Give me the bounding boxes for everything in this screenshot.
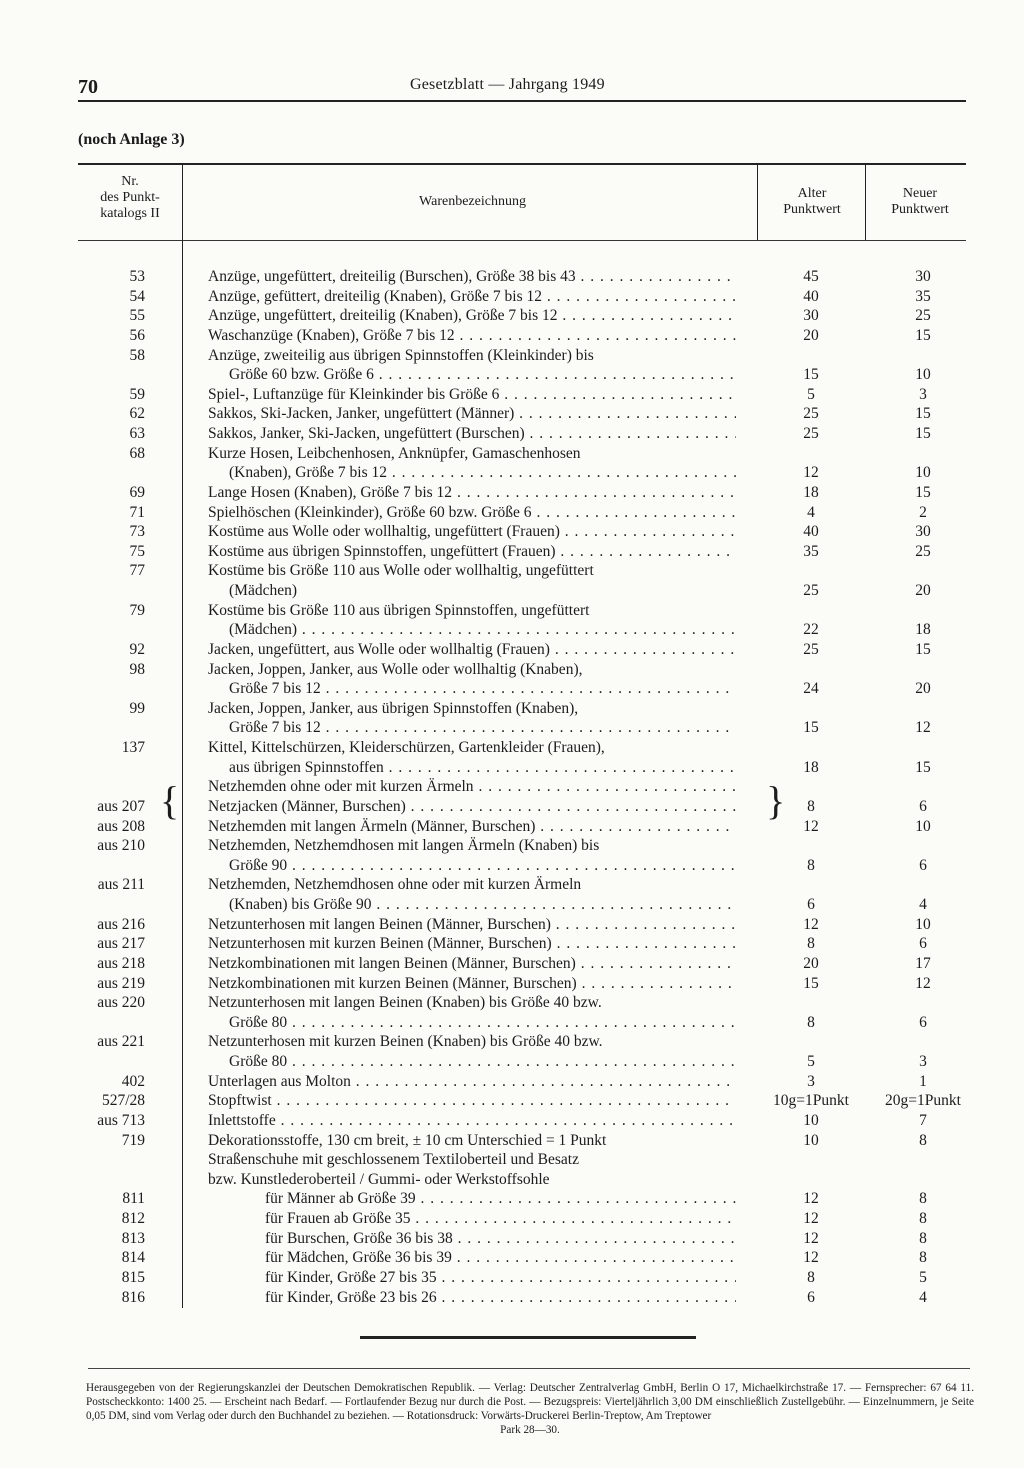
item-description: Netzjacken (Männer, Burschen) . . .: [208, 797, 736, 817]
item-number: 58: [129, 346, 145, 364]
item-description: Größe 80 . . .: [229, 1052, 736, 1072]
old-point-value: 40: [803, 523, 819, 541]
old-point-value: 24: [803, 680, 819, 698]
new-point-value: 3: [919, 385, 927, 403]
old-point-value: 12: [803, 915, 819, 933]
old-point-value: 22: [803, 621, 819, 639]
old-point-value: 6: [807, 1288, 815, 1306]
item-number: 137: [121, 739, 145, 756]
new-point-value: 4: [919, 896, 927, 913]
item-description: (Knaben), Größe 7 bis 12 . . .: [229, 463, 736, 483]
right-brace: }: [766, 778, 786, 823]
old-point-value: 10: [803, 1131, 819, 1149]
item-number: 77: [129, 562, 145, 580]
table-line: [0, 1248, 1024, 1268]
table-line: [0, 856, 1024, 876]
item-number: 813: [121, 1229, 145, 1247]
new-point-value: 18: [915, 621, 931, 639]
table-line: [0, 620, 1024, 640]
item-description: Dekorationsstoffe, 130 cm breit, ± 10 cm Unterschied = 1 Punkt: [208, 1131, 607, 1149]
table-body: [0, 267, 1024, 1307]
item-description: Kostüme bis Größe 110 aus Wolle oder wollhaltig, ungefüttert: [208, 562, 594, 580]
column-divider-3: [865, 163, 866, 240]
item-description: Anzüge, ungefüttert, dreiteilig (Burschen), Größe 38 bis 43 . . .: [208, 267, 736, 287]
item-number: aus 220: [97, 994, 145, 1012]
table-top-rule: [78, 163, 966, 165]
table-line: [0, 1150, 1024, 1170]
old-point-value: 10g=1Punkt: [773, 1092, 849, 1110]
table-line: [0, 817, 1024, 837]
table-line: [0, 993, 1024, 1013]
table-line: [0, 503, 1024, 523]
item-number: 402: [121, 1072, 145, 1090]
item-number: aus 713: [97, 1111, 145, 1129]
column-divider-2: [757, 163, 758, 240]
item-number: 75: [129, 542, 145, 560]
new-point-value: 25: [915, 307, 931, 325]
table-line: [0, 679, 1024, 699]
table-line: [0, 287, 1024, 307]
old-point-value: 12: [803, 464, 819, 482]
new-point-value: 8: [919, 1210, 927, 1227]
table-line: [0, 1229, 1024, 1249]
new-point-value: 25: [915, 542, 931, 560]
item-description: Spiel-, Luftanzüge für Kleinkinder bis Größe 6 . . .: [208, 385, 736, 405]
item-number: aus 208: [97, 817, 145, 835]
old-point-value: 12: [803, 1229, 819, 1247]
old-point-value: 25: [803, 405, 819, 423]
table-line: [0, 777, 1024, 797]
item-description: Unterlagen aus Molton . . .: [208, 1072, 736, 1092]
old-point-value: 12: [803, 1249, 819, 1267]
new-point-value: 8: [919, 1190, 927, 1208]
table-line: [0, 463, 1024, 483]
old-point-value: 15: [803, 719, 819, 737]
item-number: 73: [129, 523, 145, 541]
item-number: aus 211: [97, 876, 145, 894]
imprint-text: Herausgegeben von der Regierungskanzlei der Deutschen Demokratischen Republik. — Verlag: Deutscher Zentralverlag GmbH, Berlin O 17, Michaelkirchstraße 17. — Fernsprecher: 67 64 11. Postscheckkonto: 1400 25. — Erscheint nach Bedarf. — Fortlaufender Bezug nur durch die Post. — Bezugspreis: Vierteljährlich 3,00 DM einschließlich Zustellgebühr. — Einzelnummern, je Seite 0,05 DM, sind vom Verlag oder durch den Buchhandel zu beziehen. — Rotationsdruck: Vorwärts-Druckerei Berlin-Treptow, Am Treptower: [86, 1382, 974, 1422]
item-number: 55: [129, 307, 145, 325]
imprint: [86, 1381, 974, 1437]
item-description: für Männer ab Größe 39 . . .: [265, 1189, 736, 1209]
table-line: [0, 718, 1024, 738]
old-point-value: 12: [803, 1210, 819, 1227]
new-point-value: 15: [915, 425, 931, 442]
table-line: [0, 326, 1024, 346]
table-line: [0, 444, 1024, 464]
new-point-value: 2: [919, 503, 927, 521]
item-number: 62: [129, 405, 145, 423]
table-line: [0, 1091, 1024, 1111]
table-line: [0, 365, 1024, 385]
item-number: 59: [129, 385, 145, 403]
item-number: 53: [129, 268, 145, 285]
item-number: aus 210: [97, 837, 145, 855]
item-description: Größe 90 . . .: [229, 856, 736, 876]
item-description: Größe 80 . . .: [229, 1013, 736, 1033]
item-description: Netzhemden mit langen Ärmeln (Männer, Burschen) . . .: [208, 817, 736, 837]
item-description: Größe 7 bis 12 . . .: [229, 679, 736, 699]
item-number: 719: [121, 1131, 145, 1149]
new-point-value: 6: [919, 797, 927, 815]
old-point-value: 3: [807, 1072, 815, 1090]
item-description: für Kinder, Größe 27 bis 35 . . .: [265, 1268, 736, 1288]
item-description: Spielhöschen (Kleinkinder), Größe 60 bzw. Größe 6 . . .: [208, 503, 736, 523]
new-point-value: 6: [919, 935, 927, 953]
table-line: [0, 699, 1024, 719]
item-description: Anzüge, gefüttert, dreiteilig (Knaben), Größe 7 bis 12 . . .: [208, 287, 736, 307]
column-header-warenbezeichnung: Warenbezeichnung: [419, 194, 526, 209]
item-number: 56: [129, 326, 145, 344]
item-description: (Mädchen): [229, 582, 297, 599]
table-line: [0, 797, 1024, 817]
new-point-value: 3: [919, 1053, 927, 1070]
new-point-value: 12: [915, 719, 931, 737]
old-point-value: 12: [803, 1190, 819, 1208]
item-description: Kostüme aus übrigen Spinnstoffen, ungefüttert (Frauen) . . .: [208, 542, 736, 562]
table-line: [0, 640, 1024, 660]
new-point-value: 20: [915, 582, 931, 599]
new-point-value: 35: [915, 287, 931, 305]
table-line: [0, 954, 1024, 974]
new-point-value: 15: [915, 326, 931, 344]
old-point-value: 6: [807, 896, 815, 913]
item-description: (Mädchen) . . .: [229, 620, 736, 640]
item-description: Netzhemden ohne oder mit kurzen Ärmeln . . .: [208, 777, 736, 797]
old-point-value: 5: [807, 385, 815, 403]
table-line: [0, 522, 1024, 542]
item-description: (Knaben) bis Größe 90 . . .: [229, 895, 736, 915]
old-point-value: 35: [803, 542, 819, 560]
new-point-value: 6: [919, 1013, 927, 1031]
old-point-value: 45: [803, 268, 819, 285]
new-point-value: 6: [919, 856, 927, 874]
item-number: 812: [121, 1210, 145, 1227]
item-description: Größe 7 bis 12 . . .: [229, 718, 736, 738]
item-number: 816: [121, 1288, 145, 1306]
old-point-value: 8: [807, 797, 815, 815]
item-description: Größe 60 bzw. Größe 6 . . .: [229, 365, 736, 385]
item-description: Jacken, Joppen, Janker, aus übrigen Spinnstoffen (Knaben),: [208, 699, 579, 717]
item-number: 814: [121, 1249, 145, 1267]
table-line: [0, 1072, 1024, 1092]
table-line: [0, 424, 1024, 444]
table-line: [0, 542, 1024, 562]
item-number: aus 207: [97, 797, 145, 815]
table-line: [0, 1013, 1024, 1033]
item-description: Lange Hosen (Knaben), Größe 7 bis 12 . . .: [208, 483, 736, 503]
new-point-value: 10: [915, 366, 931, 384]
item-description: Netzunterhosen mit langen Beinen (Männer, Burschen) . . .: [208, 915, 736, 935]
item-description: Kostüme bis Größe 110 aus übrigen Spinnstoffen, ungefüttert: [208, 601, 590, 619]
old-point-value: 25: [803, 425, 819, 442]
old-point-value: 18: [803, 483, 819, 501]
item-description: für Kinder, Größe 23 bis 26 . . .: [265, 1288, 736, 1308]
item-description: Kittel, Kittelschürzen, Kleiderschürzen, Gartenkleider (Frauen),: [208, 739, 605, 756]
old-point-value: 40: [803, 287, 819, 305]
table-header-bottom-rule: [78, 240, 966, 241]
table-line: [0, 660, 1024, 680]
left-brace: {: [160, 778, 180, 823]
item-number: 811: [122, 1190, 145, 1208]
table-line: [0, 561, 1024, 581]
item-description: für Burschen, Größe 36 bis 38 . . .: [265, 1229, 736, 1249]
table-line: [0, 601, 1024, 621]
table-line: [0, 915, 1024, 935]
item-number: 79: [129, 601, 145, 619]
table-line: [0, 1052, 1024, 1072]
item-description: Jacken, Joppen, Janker, aus Wolle oder wollhaltig (Knaben),: [208, 660, 583, 678]
table-line: [0, 895, 1024, 915]
item-description: Netzunterhosen mit langen Beinen (Knaben) bis Größe 40 bzw.: [208, 994, 602, 1012]
item-description: aus übrigen Spinnstoffen . . .: [229, 758, 736, 778]
new-point-value: 10: [915, 915, 931, 933]
new-point-value: 10: [915, 464, 931, 482]
table-line: [0, 1189, 1024, 1209]
new-point-value: 10: [915, 817, 931, 835]
old-point-value: 8: [807, 856, 815, 874]
imprint-last-line: Park 28—30.: [500, 1424, 560, 1436]
table-line: [0, 1288, 1024, 1308]
old-point-value: 25: [803, 582, 819, 599]
old-point-value: 8: [807, 1013, 815, 1031]
item-description: Netzhemden, Netzhemdhosen mit langen Ärmeln (Knaben) bis: [208, 837, 600, 855]
item-description: Kostüme aus Wolle oder wollhaltig, ungefüttert (Frauen) . . .: [208, 522, 736, 542]
new-point-value: 5: [919, 1268, 927, 1286]
table-line: [0, 738, 1024, 758]
new-point-value: 15: [915, 640, 931, 658]
continuation-label: (noch Anlage 3): [78, 131, 185, 148]
new-point-value: 8: [919, 1249, 927, 1267]
new-point-value: 15: [915, 483, 931, 501]
table-line: [0, 934, 1024, 954]
item-number: aus 219: [97, 974, 145, 992]
item-description: für Frauen ab Größe 35 . . .: [265, 1209, 736, 1229]
item-description: Netzunterhosen mit kurzen Beinen (Männer, Burschen) . . .: [208, 934, 736, 954]
table-line: [0, 267, 1024, 287]
item-number: 527/28: [101, 1092, 145, 1110]
new-point-value: 30: [915, 523, 931, 541]
new-point-value: 30: [915, 268, 931, 285]
item-number: aus 218: [97, 954, 145, 972]
item-description: Inlettstoffe . . .: [208, 1111, 736, 1131]
new-point-value: 20g=1Punkt: [885, 1092, 961, 1110]
old-point-value: 20: [803, 954, 819, 972]
item-number: aus 216: [97, 915, 145, 933]
table-line: [0, 836, 1024, 856]
item-number: 54: [129, 287, 145, 305]
item-number: 98: [129, 660, 145, 678]
new-point-value: 15: [915, 405, 931, 423]
item-description: Netzkombinationen mit langen Beinen (Männer, Burschen) . . .: [208, 954, 736, 974]
old-point-value: 8: [807, 1268, 815, 1286]
new-point-value: 12: [915, 974, 931, 992]
new-point-value: 8: [919, 1229, 927, 1247]
item-number: 815: [121, 1268, 145, 1286]
running-head: Gesetzblatt — Jahrgang 1949: [410, 76, 605, 93]
old-point-value: 18: [803, 758, 819, 776]
item-number: 71: [129, 503, 145, 521]
item-description: Netzhemden, Netzhemdhosen ohne oder mit kurzen Ärmeln: [208, 876, 582, 894]
table-line: [0, 346, 1024, 366]
item-description: Jacken, ungefüttert, aus Wolle oder wollhaltig (Frauen) . . .: [208, 640, 736, 660]
new-point-value: 4: [919, 1288, 927, 1306]
new-point-value: 1: [919, 1072, 927, 1090]
old-point-value: 15: [803, 974, 819, 992]
old-point-value: 30: [803, 307, 819, 325]
item-number: aus 217: [97, 935, 145, 953]
item-description: Netzunterhosen mit kurzen Beinen (Knaben) bis Größe 40 bzw.: [208, 1033, 603, 1051]
table-line: [0, 581, 1024, 601]
item-number: 68: [129, 444, 145, 462]
header-rule: [78, 100, 966, 102]
footer-rule: [88, 1368, 970, 1369]
new-point-value: 17: [915, 954, 931, 972]
item-description: Anzüge, zweiteilig aus übrigen Spinnstoffen (Kleinkinder) bis: [208, 346, 594, 364]
item-number: 63: [129, 425, 145, 442]
new-point-value: 15: [915, 758, 931, 776]
item-description: Kurze Hosen, Leibchenhosen, Anknüpfer, Gamaschenhosen: [208, 444, 581, 462]
item-description: Sakkos, Ski-Jacken, Janker, ungefüttert (Männer) . . .: [208, 404, 736, 424]
item-description: für Mädchen, Größe 36 bis 39 . . .: [265, 1248, 736, 1268]
table-line: [0, 306, 1024, 326]
table-line: [0, 404, 1024, 424]
item-number: 99: [129, 699, 145, 717]
item-description: Straßenschuhe mit geschlossenem Textiloberteil und Besatz: [208, 1151, 579, 1169]
item-description: Waschanzüge (Knaben), Größe 7 bis 12 . . .: [208, 326, 736, 346]
table-line: [0, 974, 1024, 994]
table-line: [0, 875, 1024, 895]
old-point-value: 5: [807, 1053, 815, 1070]
page-number: 70: [78, 76, 98, 98]
old-point-value: 4: [807, 503, 815, 521]
item-number: 92: [129, 640, 145, 658]
item-description: Netzkombinationen mit kurzen Beinen (Männer, Burschen) . . .: [208, 974, 736, 994]
column-header-neuer-punktwert: Neuer Punktwert: [891, 186, 949, 217]
item-description: Sakkos, Janker, Ski-Jacken, ungefüttert (Burschen) . . .: [208, 424, 736, 444]
table-line: [0, 385, 1024, 405]
table-line: [0, 483, 1024, 503]
item-description: Anzüge, ungefüttert, dreiteilig (Knaben), Größe 7 bis 12 . . .: [208, 306, 736, 326]
item-number: aus 221: [97, 1033, 145, 1051]
new-point-value: 7: [919, 1111, 927, 1129]
new-point-value: 20: [915, 680, 931, 698]
old-point-value: 25: [803, 640, 819, 658]
table-line: [0, 758, 1024, 778]
table-line: [0, 1170, 1024, 1190]
table-line: [0, 1032, 1024, 1052]
column-header-nr: Nr. des Punkt- katalogs II: [100, 174, 160, 221]
end-rule: [360, 1336, 696, 1339]
table-line: [0, 1111, 1024, 1131]
old-point-value: 15: [803, 366, 819, 384]
item-description: Stopftwist . . .: [208, 1091, 736, 1111]
old-point-value: 20: [803, 326, 819, 344]
table-line: [0, 1268, 1024, 1288]
item-number: 69: [129, 483, 145, 501]
table-line: [0, 1131, 1024, 1151]
new-point-value: 8: [919, 1131, 927, 1149]
old-point-value: 12: [803, 817, 819, 835]
column-header-alter-punktwert: Alter Punktwert: [783, 186, 841, 217]
old-point-value: 10: [803, 1111, 819, 1129]
item-description: bzw. Kunstlederoberteil / Gummi- oder Werkstoffsohle: [208, 1170, 550, 1188]
table-line: [0, 1209, 1024, 1229]
old-point-value: 8: [807, 935, 815, 953]
